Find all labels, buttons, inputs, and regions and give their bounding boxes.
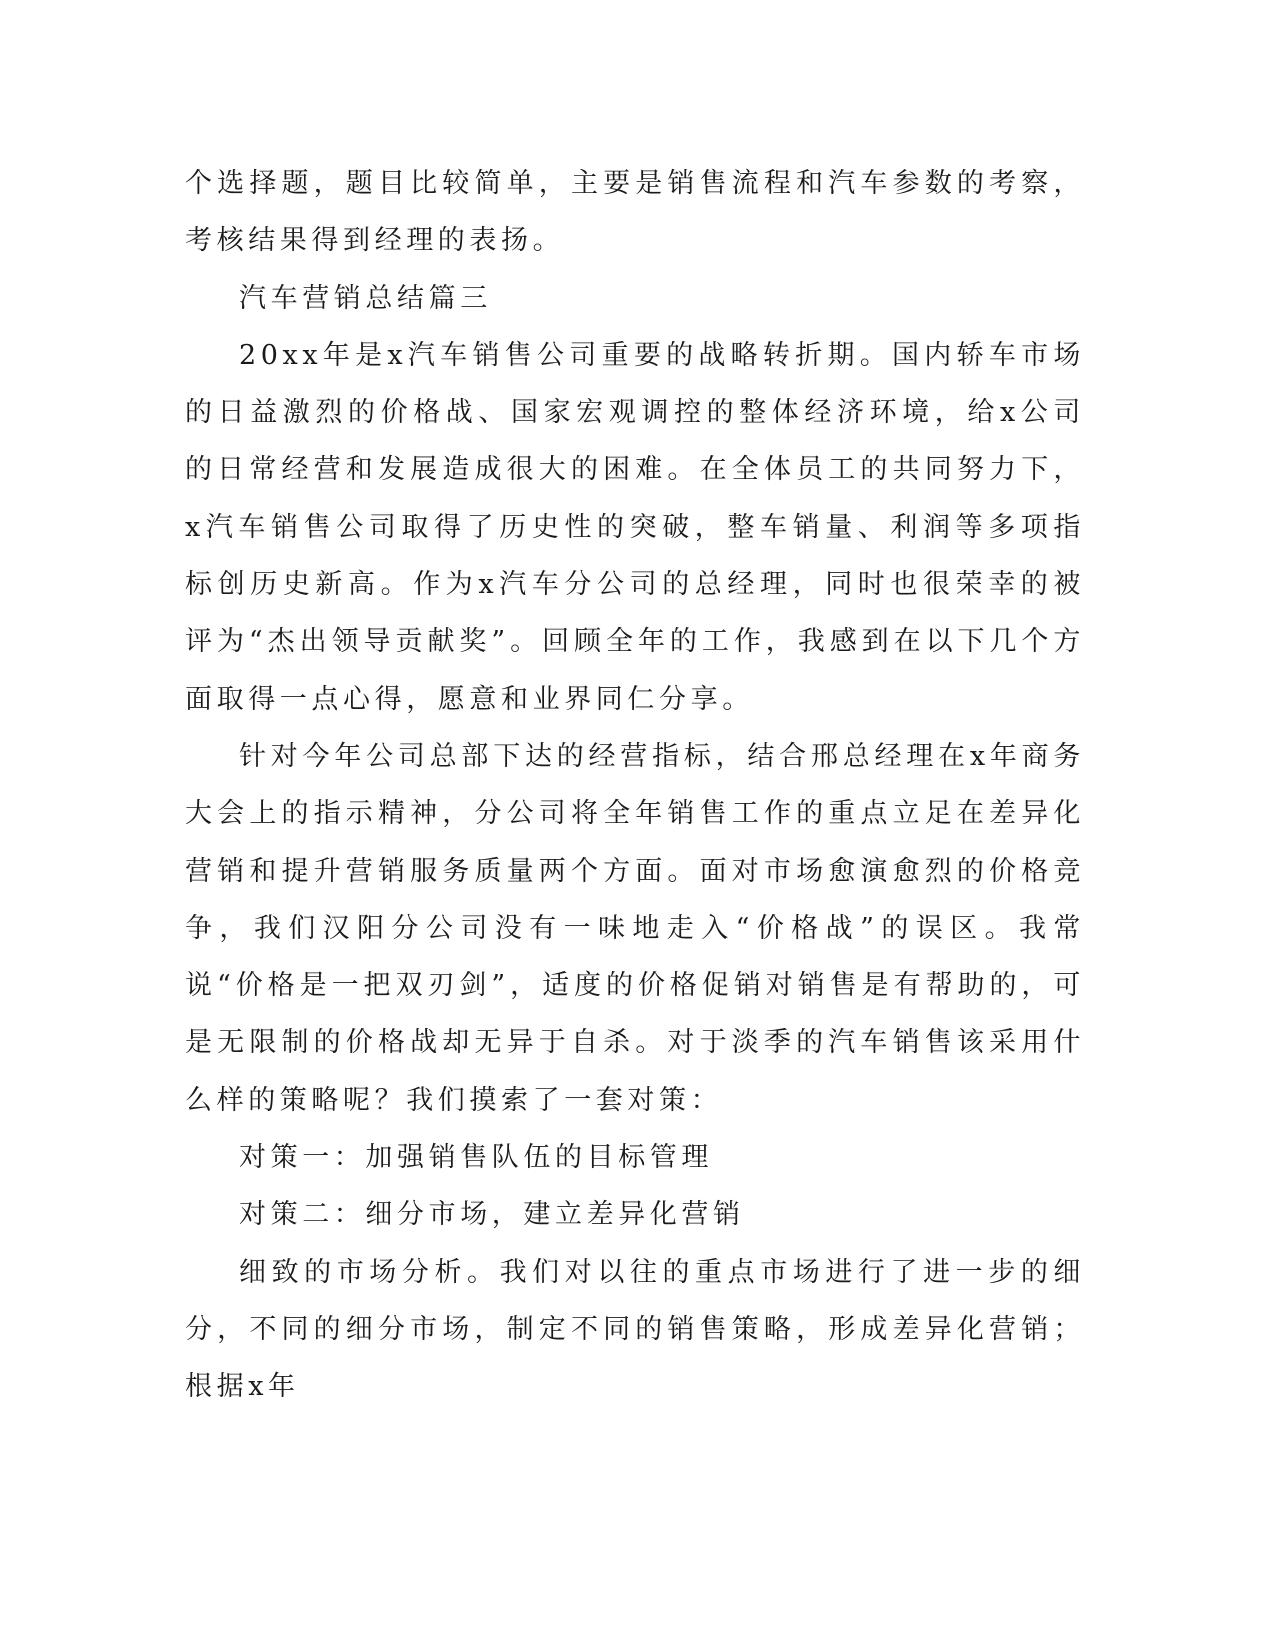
paragraph-intro: 20xx年是x汽车销售公司重要的战略转折期。国内轿车市场的日益激烈的价格战、国家宏观调控的整体经济环境，给x公司的日常经营和发展造成很大的困难。在全体员工的共同努力下，x汽车销售公司取得了历史性的突破，整车销量、利润等多项指标创历史新高。作为x汽车分公司的总经理，同时也很荣幸的被评为“杰出领导贡献奖”。回顾全年的工作，我感到在以下几个方面取得一点心得，愿意和业界同仁分享。 [185,339,1085,715]
paragraph-market-analysis: 细致的市场分析。我们对以往的重点市场进行了进一步的细分，不同的细分市场，制定不同的销售策略，形成差异化营销；根据x年 [185,1256,1085,1403]
paragraph-continuation: 个选择题，题目比较简单，主要是销售流程和汽车参数的考察，考核结果得到经理的表扬。 [185,168,1085,257]
paragraph-strategy: 针对今年公司总部下达的经营指标，结合邢总经理在x年商务大会上的指示精神，分公司将全年销售工作的重点立足在差异化营销和提升营销服务质量两个方面。面对市场愈演愈烈的价格竞争，我们汉阳分公司没有一味地走入“价格战”的误区。我常说“价格是一把双刃剑”，适度的价格促销对销售是有帮助的，可是无限制的价格战却无异于自杀。对于淡季的汽车销售该采用什么样的策略呢？我们摸索了一套对策： [185,740,1085,1116]
section-heading: 汽车营销总结篇三 [239,282,492,314]
document-body [185,155,1085,1416]
strategy-item-one: 对策一：加强销售队伍的目标管理 [239,1142,713,1174]
strategy-item-two: 对策二：细分市场，建立差异化营销 [239,1199,745,1231]
